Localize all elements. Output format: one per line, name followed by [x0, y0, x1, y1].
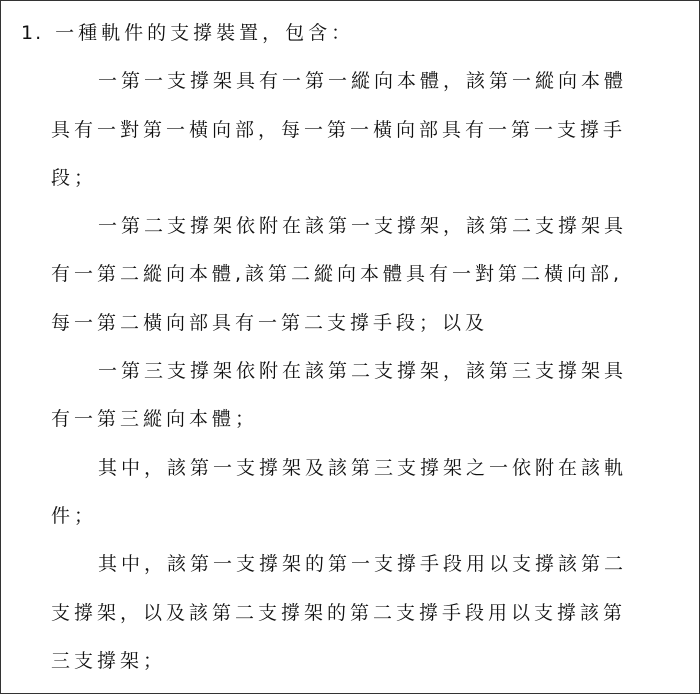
claim-line-12: 其中，該第一支撐架的第一支撐手段用以支撐該第二 [98, 553, 628, 576]
claim-line-8: 一第三支撐架依附在該第二支撐架，該第三支撐架具 [98, 360, 628, 383]
claim-line-5: 一第二支撐架依附在該第一支撐架，該第二支撐架具 [98, 215, 628, 238]
claim-line-9: 有一第三縱向本體； [51, 408, 259, 431]
claim-line-7: 每一第二橫向部具有一第二支撐手段；以及 [51, 311, 489, 334]
claim-line-13: 支撐架，以及該第二支撐架的第二支撐手段用以支撐該第 [51, 601, 627, 624]
claim-number: 1. [21, 22, 44, 44]
claim-line-14: 三支撐架； [51, 649, 167, 672]
claim-preamble: 一種軌件的支撐裝置，包含： [55, 22, 355, 44]
claim-line-6: 有一第二縱向本體,該第二縱向本體具有一對第二橫向部, [51, 263, 624, 286]
claim-line-10: 其中，該第一支撐架及該第三支撐架之一依附在該軌 [98, 456, 628, 479]
claim-line-11: 件； [51, 504, 98, 527]
claim-line-3: 具有一對第一橫向部，每一第一橫向部具有一第一支撐手 [51, 118, 627, 141]
claim-line-4: 段； [51, 166, 98, 189]
claim-line-1 [21, 17, 686, 65]
claim-text [21, 17, 686, 693]
claim-line-2: 一第一支撐架具有一第一縱向本體，該第一縱向本體 [98, 70, 628, 93]
